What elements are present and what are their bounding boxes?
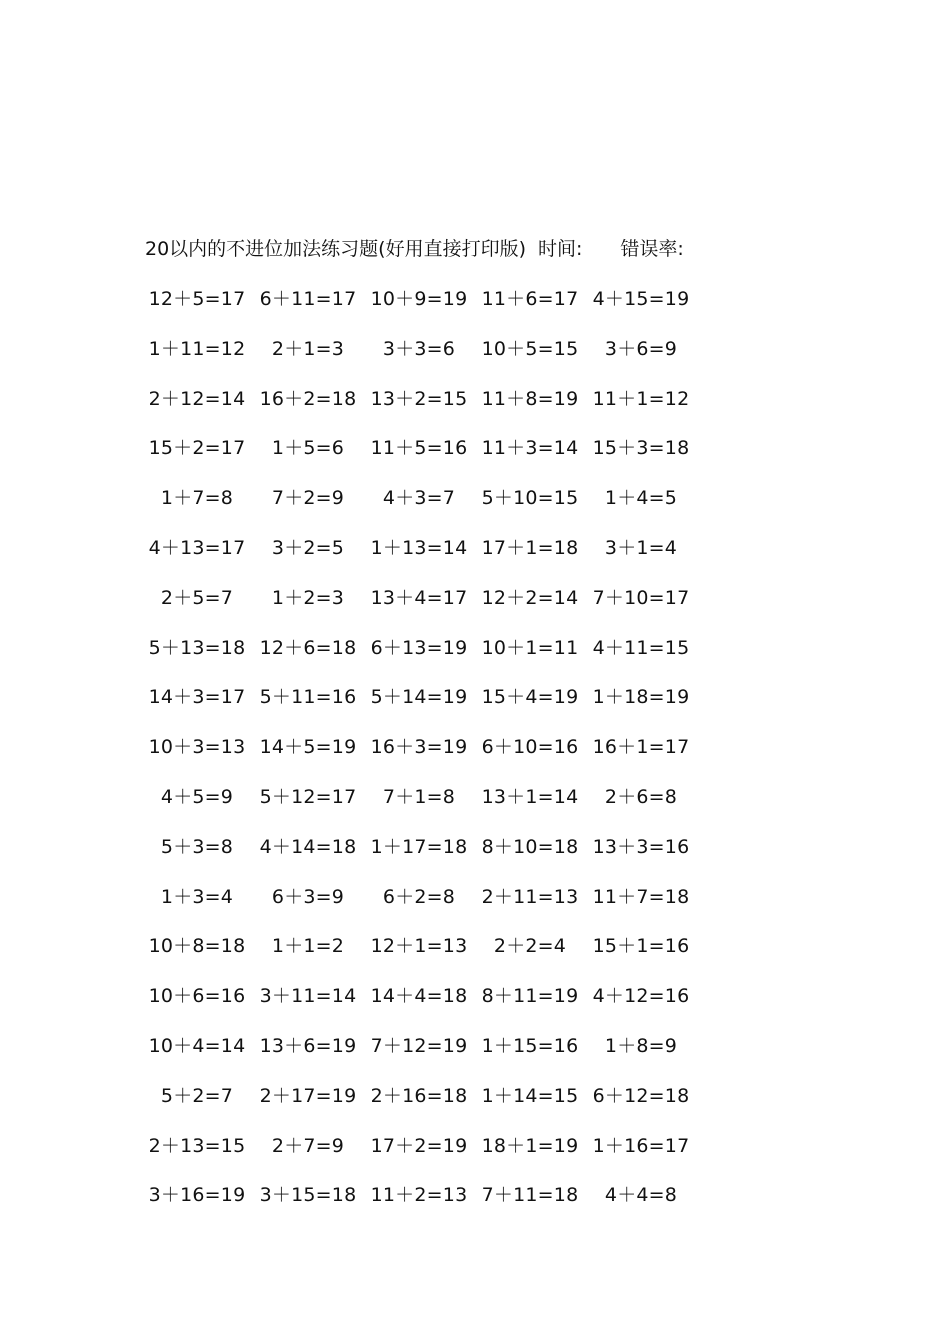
problem-item: 10＋6=16 <box>148 985 246 1008</box>
problem-item: 4＋4=8 <box>604 1184 678 1207</box>
problem-row <box>145 982 705 1032</box>
problem-item: 3＋3=6 <box>382 337 456 360</box>
problem-item: 7＋1=8 <box>382 785 456 808</box>
problem-item: 15＋4=19 <box>481 686 579 709</box>
problem-item: 2＋1=3 <box>271 337 345 360</box>
problem-row <box>145 1082 705 1132</box>
problem-item: 5＋11=16 <box>259 686 357 709</box>
problem-row <box>145 534 705 584</box>
problem-row <box>145 484 705 534</box>
problem-item: 3＋6=9 <box>604 337 678 360</box>
problem-item: 5＋10=15 <box>481 487 579 510</box>
problem-item: 2＋17=19 <box>259 1084 357 1107</box>
problem-item: 13＋1=14 <box>481 785 579 808</box>
problem-item: 17＋2=19 <box>370 1134 468 1157</box>
problem-item: 1＋4=5 <box>604 487 678 510</box>
problem-item: 13＋6=19 <box>259 1034 357 1057</box>
time-label: 时间: <box>538 238 583 260</box>
problem-row <box>145 335 705 385</box>
worksheet-header <box>145 236 684 262</box>
problem-item: 16＋1=17 <box>592 736 690 759</box>
problem-item: 1＋11=12 <box>148 337 246 360</box>
problem-row <box>145 434 705 484</box>
problem-item: 14＋3=17 <box>148 686 246 709</box>
problem-item: 8＋11=19 <box>481 985 579 1008</box>
problem-item: 11＋3=14 <box>481 437 579 460</box>
problem-item: 13＋2=15 <box>370 387 468 410</box>
problem-item: 1＋17=18 <box>370 835 468 858</box>
problem-item: 12＋5=17 <box>148 288 246 310</box>
problem-item: 4＋5=9 <box>160 785 234 808</box>
problem-row <box>145 385 705 435</box>
problem-item: 4＋12=16 <box>592 985 690 1008</box>
problem-item: 1＋16=17 <box>592 1134 690 1157</box>
problem-item: 7＋11=18 <box>481 1184 579 1207</box>
problem-item: 2＋13=15 <box>148 1134 246 1157</box>
problem-item: 3＋2=5 <box>271 536 345 559</box>
problem-item: 3＋11=14 <box>259 985 357 1008</box>
problem-item: 3＋15=18 <box>259 1184 357 1207</box>
problem-item: 2＋5=7 <box>160 586 234 609</box>
problem-item: 14＋4=18 <box>370 985 468 1008</box>
problem-row <box>145 584 705 634</box>
problem-item: 2＋12=14 <box>148 387 246 410</box>
problem-item: 6＋12=18 <box>592 1084 690 1107</box>
problem-row <box>145 733 705 783</box>
problem-item: 5＋14=19 <box>370 686 468 709</box>
problem-item: 6＋10=16 <box>481 736 579 759</box>
problem-row <box>145 683 705 733</box>
problem-item: 12＋6=18 <box>259 636 357 659</box>
problem-row <box>145 1032 705 1082</box>
problem-item: 4＋15=19 <box>592 288 690 310</box>
problem-item: 1＋15=16 <box>481 1034 579 1057</box>
problem-item: 11＋1=12 <box>592 387 690 410</box>
problem-grid <box>145 285 705 1231</box>
problem-item: 7＋12=19 <box>370 1034 468 1057</box>
problem-item: 6＋13=19 <box>370 636 468 659</box>
problem-item: 1＋2=3 <box>271 586 345 609</box>
problem-item: 4＋13=17 <box>148 536 246 559</box>
problem-item: 15＋3=18 <box>592 437 690 460</box>
problem-item: 6＋3=9 <box>271 885 345 908</box>
problem-item: 11＋8=19 <box>481 387 579 410</box>
problem-row <box>145 783 705 833</box>
problem-item: 10＋4=14 <box>148 1034 246 1057</box>
problem-item: 15＋2=17 <box>148 437 246 460</box>
problem-item: 11＋7=18 <box>592 885 690 908</box>
problem-item: 2＋6=8 <box>604 785 678 808</box>
problem-item: 10＋1=11 <box>481 636 579 659</box>
problem-item: 1＋3=4 <box>160 885 234 908</box>
problem-item: 10＋5=15 <box>481 337 579 360</box>
problem-item: 5＋13=18 <box>148 636 246 659</box>
problem-item: 11＋5=16 <box>370 437 468 460</box>
problem-item: 2＋11=13 <box>481 885 579 908</box>
problem-item: 5＋3=8 <box>160 835 234 858</box>
problem-item: 17＋1=18 <box>481 536 579 559</box>
problem-item: 14＋5=19 <box>259 736 357 759</box>
problem-item: 1＋14=15 <box>481 1084 579 1107</box>
problem-row <box>145 1181 705 1231</box>
problem-item: 6＋11=17 <box>259 288 357 310</box>
problem-item: 16＋2=18 <box>259 387 357 410</box>
problem-row <box>145 285 705 335</box>
problem-item: 7＋10=17 <box>592 586 690 609</box>
problem-item: 10＋3=13 <box>148 736 246 759</box>
problem-item: 16＋3=19 <box>370 736 468 759</box>
problem-item: 11＋2=13 <box>370 1184 468 1207</box>
problem-item: 8＋10=18 <box>481 835 579 858</box>
problem-row <box>145 833 705 883</box>
problem-item: 5＋12=17 <box>259 785 357 808</box>
problem-row <box>145 932 705 982</box>
problem-item: 10＋8=18 <box>148 935 246 958</box>
problem-item: 13＋4=17 <box>370 586 468 609</box>
problem-item: 1＋13=14 <box>370 536 468 559</box>
problem-item: 4＋14=18 <box>259 835 357 858</box>
problem-item: 1＋8=9 <box>604 1034 678 1057</box>
problem-item: 1＋1=2 <box>271 935 345 958</box>
problem-item: 11＋6=17 <box>481 288 579 310</box>
problem-item: 2＋7=9 <box>271 1134 345 1157</box>
problem-row <box>145 634 705 684</box>
problem-item: 7＋2=9 <box>271 487 345 510</box>
problem-item: 6＋2=8 <box>382 885 456 908</box>
problem-item: 13＋3=16 <box>592 835 690 858</box>
problem-item: 1＋18=19 <box>592 686 690 709</box>
problem-item: 1＋5=6 <box>271 437 345 460</box>
problem-item: 18＋1=19 <box>481 1134 579 1157</box>
problem-row <box>145 1132 705 1182</box>
problem-item: 3＋1=4 <box>604 536 678 559</box>
problem-item: 4＋3=7 <box>382 487 456 510</box>
problem-item: 5＋2=7 <box>160 1084 234 1107</box>
problem-item: 12＋1=13 <box>370 935 468 958</box>
worksheet-title: 20以内的不进位加法练习题(好用直接打印版) <box>145 238 527 260</box>
problem-item: 12＋2=14 <box>481 586 579 609</box>
error-rate-label: 错误率: <box>620 238 684 260</box>
problem-row <box>145 883 705 933</box>
problem-item: 4＋11=15 <box>592 636 690 659</box>
problem-item: 1＋7=8 <box>160 487 234 510</box>
problem-item: 10＋9=19 <box>370 288 468 310</box>
problem-item: 3＋16=19 <box>148 1184 246 1207</box>
problem-item: 2＋16=18 <box>370 1084 468 1107</box>
problem-item: 15＋1=16 <box>592 935 690 958</box>
problem-item: 2＋2=4 <box>493 935 567 958</box>
